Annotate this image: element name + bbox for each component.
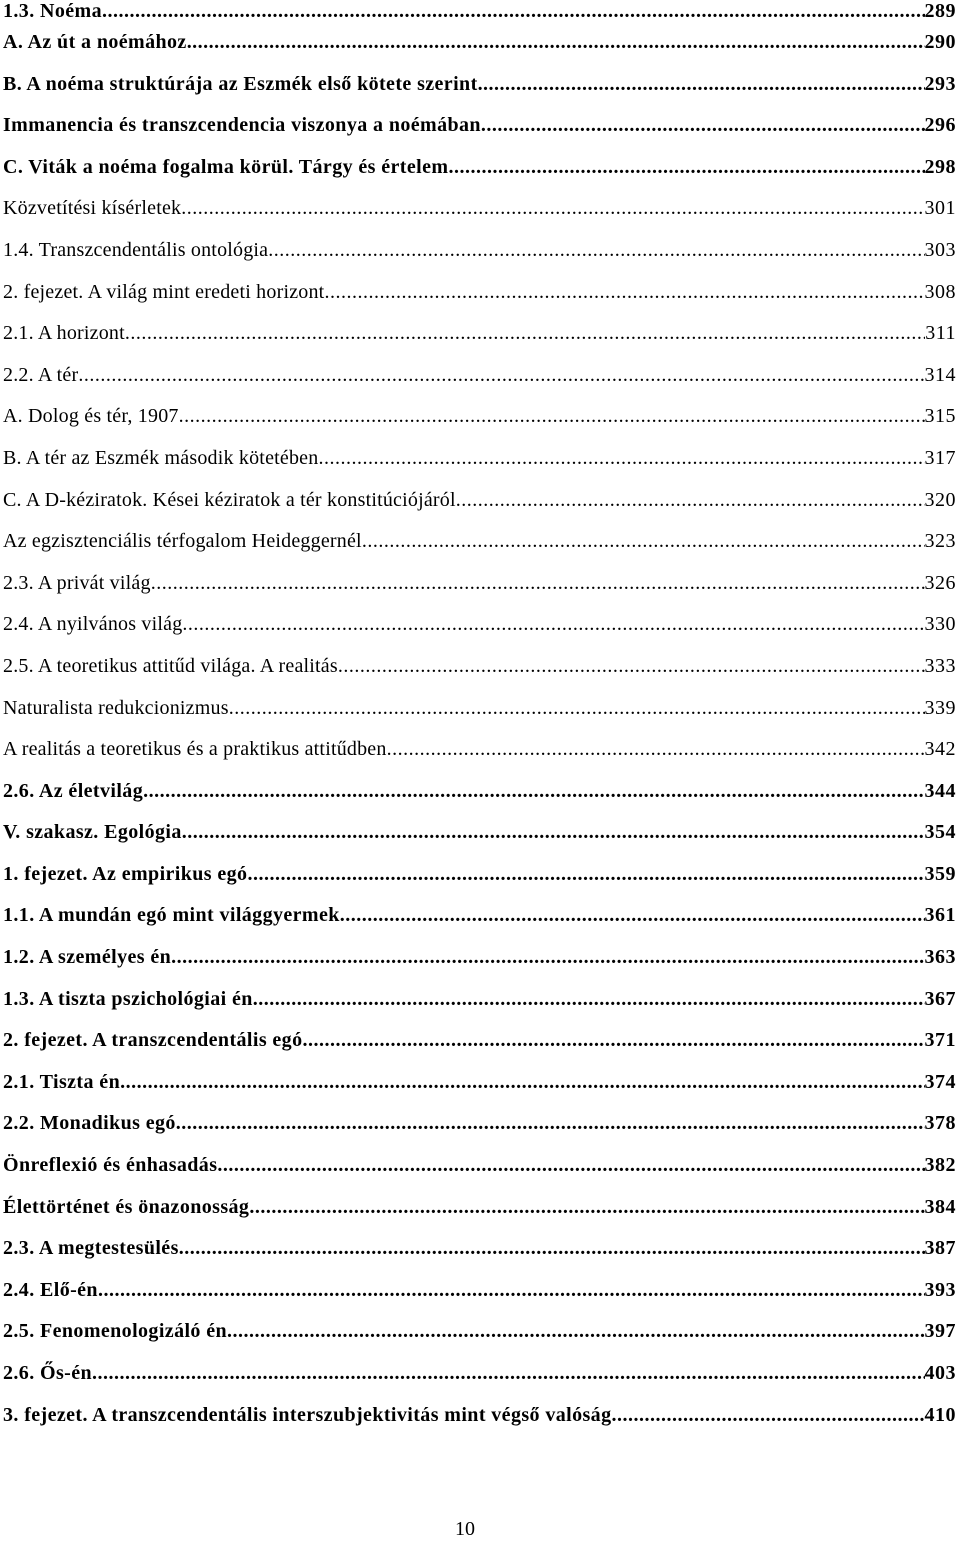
toc-entry bbox=[3, 272, 956, 314]
toc-dot-leader bbox=[192, 22, 924, 64]
toc-entry-title: 2.5. Fenomenologizáló én bbox=[3, 1320, 228, 1343]
toc-entry-page: 359 bbox=[924, 862, 956, 885]
toc-entry-page: 314 bbox=[924, 363, 956, 386]
toc-entry-title: Naturalista redukcionizmus bbox=[3, 696, 229, 719]
toc-entry bbox=[3, 604, 956, 646]
toc-entry-page: 361 bbox=[924, 904, 956, 927]
toc-entry-title: 2.3. A privát világ bbox=[3, 571, 151, 594]
toc-entry bbox=[3, 771, 956, 813]
toc-entry-page: 317 bbox=[924, 446, 956, 469]
toc-entry bbox=[3, 1270, 956, 1312]
toc-entry-title: 1.3. A tiszta pszichológiai én bbox=[3, 987, 253, 1010]
toc-entry-page: 354 bbox=[924, 821, 956, 844]
toc-entry bbox=[3, 688, 956, 730]
toc-dot-leader bbox=[249, 1187, 924, 1229]
toc-entry-page: 363 bbox=[924, 946, 956, 969]
toc-entry bbox=[3, 729, 956, 771]
toc-entry bbox=[3, 563, 956, 605]
toc-dot-leader bbox=[143, 771, 924, 813]
toc-dot-leader bbox=[182, 812, 925, 854]
toc-entry bbox=[3, 812, 956, 854]
toc-entry-title: A realitás a teoretikus és a praktikus attitűdben bbox=[3, 738, 387, 761]
toc-entry-title: 1.3. Noéma bbox=[3, 0, 102, 22]
toc-entry bbox=[3, 1353, 956, 1395]
toc-entry-title: 1.4. Transzcendentális ontológia bbox=[3, 238, 269, 261]
toc-entry bbox=[3, 64, 956, 106]
toc-dot-leader bbox=[302, 1020, 924, 1062]
toc-entry-title: A. Dolog és tér, 1907 bbox=[3, 405, 179, 428]
toc-entry-page: 378 bbox=[924, 1112, 956, 1135]
toc-dot-leader bbox=[98, 1270, 925, 1312]
toc-entry bbox=[3, 147, 956, 189]
toc-entry-page: 290 bbox=[924, 31, 956, 53]
toc-entry-title: 2.1. A horizont bbox=[3, 322, 125, 345]
toc-dot-leader bbox=[151, 563, 925, 605]
toc-entry bbox=[3, 188, 956, 230]
toc-dot-leader bbox=[486, 105, 924, 147]
toc-entry-title: 3. fejezet. A transzcendentális interszubjektivitás mint végső valóság bbox=[3, 1403, 612, 1426]
toc-entry bbox=[3, 396, 956, 438]
toc-entry bbox=[3, 854, 956, 896]
toc-entry bbox=[3, 1145, 956, 1187]
toc-dot-leader bbox=[253, 979, 925, 1021]
toc-entry bbox=[3, 0, 956, 22]
toc-entry-title: Önreflexió és énhasadás bbox=[3, 1154, 218, 1177]
toc-entry-title: V. szakasz. Egológia bbox=[3, 821, 182, 844]
toc-entry-title: B. A noéma struktúrája az Eszmék első kötete szerint. bbox=[3, 72, 484, 95]
toc-entry-title: Közvetítési kísérletek bbox=[3, 197, 182, 220]
toc-entry-title: 2.6. Ős-én bbox=[3, 1362, 92, 1384]
toc-entry-page: 344 bbox=[924, 779, 956, 802]
toc-entry bbox=[3, 355, 956, 397]
toc-entry-title: 2.5. A teoretikus attitűd világa. A realitás bbox=[3, 654, 338, 677]
toc-entry-page: 303 bbox=[924, 238, 956, 261]
table-of-contents bbox=[3, 0, 956, 1436]
toc-entry-page: 301 bbox=[924, 197, 956, 220]
toc-entry bbox=[3, 1395, 956, 1437]
toc-entry bbox=[3, 979, 956, 1021]
toc-entry bbox=[3, 1228, 956, 1270]
toc-entry-title: 2.6. Az életvilág bbox=[3, 779, 144, 802]
toc-entry bbox=[3, 438, 956, 480]
toc-entry-page: 387 bbox=[924, 1237, 956, 1260]
toc-entry bbox=[3, 230, 956, 272]
toc-dot-leader bbox=[171, 937, 924, 979]
toc-dot-leader bbox=[125, 313, 925, 355]
toc-dot-leader bbox=[217, 1145, 924, 1187]
toc-dot-leader bbox=[182, 604, 924, 646]
toc-entry-title: Az egzisztenciális térfogalom Heideggernél bbox=[3, 530, 362, 553]
toc-entry bbox=[3, 895, 956, 937]
page-number: 10 bbox=[455, 1518, 475, 1540]
toc-entry-page: 320 bbox=[924, 488, 956, 511]
toc-entry-title: A. Az út a noémához. bbox=[3, 31, 193, 53]
toc-entry-title: Élettörténet és önazonosság bbox=[3, 1195, 250, 1218]
toc-entry-page: 371 bbox=[924, 1029, 956, 1052]
toc-dot-leader bbox=[78, 355, 924, 397]
toc-entry-page: 311 bbox=[925, 322, 956, 345]
toc-dot-leader bbox=[324, 272, 924, 314]
toc-entry-page: 384 bbox=[924, 1195, 956, 1218]
toc-dot-leader bbox=[179, 396, 925, 438]
toc-entry bbox=[3, 937, 956, 979]
toc-entry-page: 293 bbox=[924, 72, 956, 95]
toc-entry bbox=[3, 480, 956, 522]
toc-entry-title: 2.1. Tiszta én bbox=[3, 1070, 121, 1093]
toc-entry-page: 308 bbox=[924, 280, 956, 303]
toc-entry-title: 2.4. Elő-én bbox=[3, 1278, 98, 1301]
toc-entry bbox=[3, 1020, 956, 1062]
toc-entry-page: 323 bbox=[924, 530, 956, 553]
toc-entry-page: 339 bbox=[924, 696, 956, 719]
toc-entry-title: 2.3. A megtestesülés bbox=[3, 1237, 179, 1260]
toc-entry-page: 397 bbox=[924, 1320, 956, 1343]
toc-dot-leader bbox=[268, 230, 924, 272]
toc-entry-page: 410 bbox=[924, 1403, 956, 1426]
toc-entry bbox=[3, 105, 956, 147]
toc-dot-leader bbox=[181, 188, 924, 230]
toc-entry-title: 1.1. A mundán egó mint világgyermek bbox=[3, 904, 340, 927]
toc-entry bbox=[3, 646, 956, 688]
toc-dot-leader bbox=[318, 438, 924, 480]
toc-dot-leader bbox=[179, 1228, 925, 1270]
toc-entry-page: 367 bbox=[924, 987, 956, 1010]
toc-entry-page: 289 bbox=[924, 0, 956, 22]
toc-entry bbox=[3, 1311, 956, 1353]
toc-entry-title: 2. fejezet. A transzcendentális egó bbox=[3, 1029, 303, 1052]
toc-entry bbox=[3, 521, 956, 563]
toc-entry-title: 1.2. A személyes én bbox=[3, 946, 172, 969]
toc-dot-leader bbox=[227, 1311, 924, 1353]
toc-entry-page: 374 bbox=[924, 1070, 956, 1093]
toc-entry-page: 342 bbox=[924, 738, 956, 761]
toc-entry-page: 393 bbox=[924, 1278, 956, 1301]
toc-dot-leader bbox=[611, 1395, 924, 1437]
toc-dot-leader bbox=[456, 480, 925, 522]
toc-dot-leader bbox=[247, 854, 924, 896]
toc-dot-leader bbox=[176, 1103, 925, 1145]
toc-dot-leader bbox=[229, 688, 925, 730]
toc-entry-title: 2.2. Monadikus egó bbox=[3, 1112, 176, 1135]
toc-entry-title: 2.4. A nyilvános világ bbox=[3, 613, 183, 636]
toc-entry-title: 1. fejezet. Az empirikus egó bbox=[3, 862, 248, 885]
toc-dot-leader bbox=[338, 646, 925, 688]
toc-entry-title: 2. fejezet. A világ mint eredeti horizont bbox=[3, 280, 325, 303]
toc-dot-leader bbox=[387, 729, 925, 771]
toc-entry-page: 382 bbox=[924, 1154, 956, 1177]
toc-entry-title: B. A tér az Eszmék második kötetében bbox=[3, 446, 319, 469]
toc-entry bbox=[3, 1187, 956, 1229]
toc-dot-leader bbox=[483, 64, 924, 106]
toc-entry-page: 333 bbox=[924, 654, 956, 677]
toc-entry-title: 2.2. A tér bbox=[3, 363, 79, 386]
toc-entry bbox=[3, 1103, 956, 1145]
toc-entry-page: 326 bbox=[924, 571, 956, 594]
toc-dot-leader bbox=[340, 895, 925, 937]
toc-entry-title: C. A D-kéziratok. Kései kéziratok a tér konstitúciójáról bbox=[3, 488, 456, 511]
toc-entry-title: Immanencia és transzcendencia viszonya a noémában. bbox=[3, 114, 487, 137]
toc-dot-leader bbox=[120, 1062, 924, 1104]
toc-entry-page: 298 bbox=[924, 155, 956, 178]
toc-entry bbox=[3, 1062, 956, 1104]
toc-entry-page: 315 bbox=[924, 405, 956, 428]
toc-dot-leader bbox=[92, 1353, 925, 1395]
toc-dot-leader bbox=[362, 521, 925, 563]
toc-dot-leader bbox=[448, 147, 924, 189]
toc-entry-page: 330 bbox=[924, 613, 956, 636]
toc-entry-page: 403 bbox=[924, 1362, 956, 1384]
toc-entry-page: 296 bbox=[924, 114, 956, 137]
toc-entry bbox=[3, 22, 956, 64]
toc-entry-title: C. Viták a noéma fogalma körül. Tárgy és értelem bbox=[3, 155, 449, 178]
toc-entry bbox=[3, 313, 956, 355]
toc-dot-leader bbox=[102, 0, 925, 22]
